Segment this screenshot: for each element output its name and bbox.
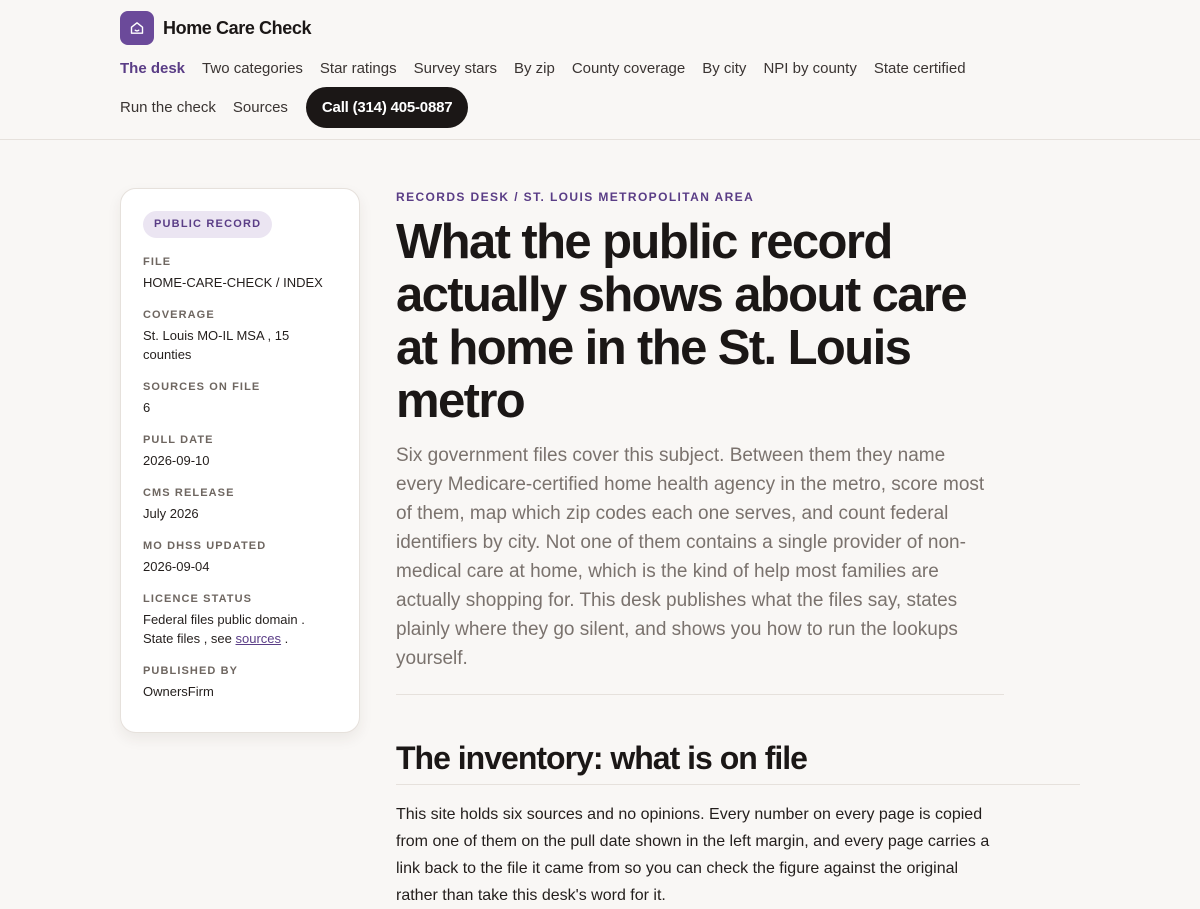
nav-the-desk[interactable]: The desk — [120, 60, 186, 77]
field-label: PUBLISHED BY — [143, 665, 239, 677]
field-label: LICENCE STATUS — [143, 593, 253, 605]
main-content — [396, 188, 1080, 909]
nav-two-categories[interactable]: Two categories — [202, 60, 303, 77]
record-card — [120, 188, 360, 733]
divider — [396, 694, 1004, 695]
home-icon — [120, 11, 154, 45]
field-label: MO DHSS UPDATED — [143, 540, 267, 552]
nav-by-city[interactable]: By city — [702, 60, 747, 77]
nav-npi-by-county[interactable]: NPI by county — [763, 60, 857, 77]
licence-line-2-suffix: . — [284, 631, 289, 646]
field-label: FILE — [143, 256, 172, 268]
field-value: OwnersFirm — [143, 684, 214, 699]
sources-link[interactable]: sources — [235, 631, 282, 646]
field-value: HOME-CARE-CHECK / INDEX — [143, 275, 323, 290]
nav-by-zip[interactable]: By zip — [513, 60, 555, 77]
nav-star-ratings[interactable]: Star ratings — [319, 60, 397, 77]
field-mo-dhss-updated — [143, 540, 337, 576]
dek: Six government files cover this subject. Between them they name every Medicare-certified home health agency in the metro, score most of them, map which zip codes each one serves, and count federal identifiers by city. Not one of them contains a single provider of non-medical care at home, which is the kind of help most families are actually shopping for. This desk publishes what the files say, states plainly where they go silent, and shows you how to run the lookups yourself. — [396, 445, 985, 669]
brand[interactable] — [120, 11, 311, 45]
field-label: PULL DATE — [143, 434, 214, 446]
field-label: COVERAGE — [143, 309, 215, 321]
field-value — [143, 610, 337, 648]
section-title: The inventory: what is on file — [396, 740, 807, 776]
public-record-badge: PUBLIC RECORD — [143, 211, 272, 238]
field-label: CMS RELEASE — [143, 487, 235, 499]
field-licence-status — [143, 593, 337, 648]
field-pull-date — [143, 434, 337, 470]
call-button[interactable]: Call (314) 405-0887 — [306, 87, 468, 128]
nav-run-the-check[interactable]: Run the check — [120, 99, 216, 116]
field-value: 6 — [143, 400, 151, 415]
field-sources-on-file — [143, 381, 337, 417]
field-label: SOURCES ON FILE — [143, 381, 261, 393]
nav-state-certified[interactable]: State certified — [873, 60, 966, 77]
field-file — [143, 256, 337, 292]
field-value: 2026-09-10 — [143, 453, 210, 468]
field-coverage — [143, 309, 337, 364]
nav-county-coverage[interactable]: County coverage — [571, 60, 686, 77]
section-body: This site holds six sources and no opinions. Every number on every page is copied from one of them on the pull date shown in the left margin, and every page carries a link back to the file it came from so you can check the figure against the original rather than take this desk's word for it. — [396, 806, 990, 904]
field-cms-release — [143, 487, 337, 523]
page-title: What the public record actually shows about care at home in the St. Louis metro — [396, 215, 966, 428]
brand-name: Home Care Check — [163, 17, 312, 38]
eyebrow: RECORDS DESK / ST. LOUIS METROPOLITAN AREA — [396, 190, 755, 204]
licence-line-1: Federal files public domain . — [143, 612, 305, 627]
licence-line-2-prefix: State files , see — [143, 631, 232, 646]
divider — [396, 784, 1080, 785]
secondary-nav — [120, 87, 468, 128]
field-published-by — [143, 665, 337, 701]
field-value: July 2026 — [143, 506, 199, 521]
nav-survey-stars[interactable]: Survey stars — [413, 60, 497, 77]
field-value: 2026-09-04 — [143, 559, 210, 574]
nav-sources[interactable]: Sources — [232, 99, 288, 116]
site-header — [0, 0, 1200, 140]
primary-nav — [120, 60, 983, 77]
field-value: St. Louis MO-IL MSA , 15 counties — [143, 328, 290, 362]
